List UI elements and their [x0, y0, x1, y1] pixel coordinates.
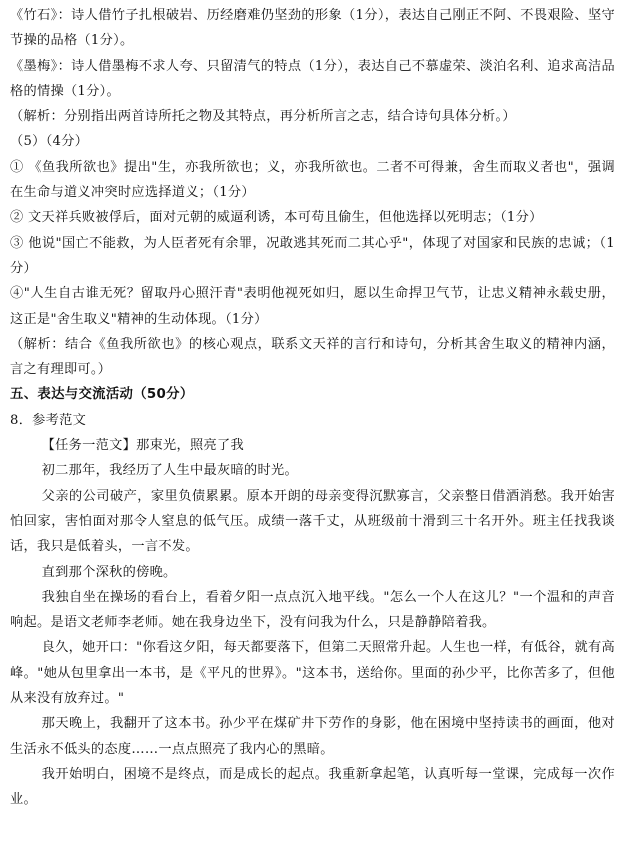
essay-paragraph-1: 初二那年，我经历了人生中最灰暗的时光。	[41, 463, 298, 479]
question-5-header: （5）（4分）	[10, 134, 89, 150]
section-heading: 五、表达与交流活动（50分）	[10, 387, 194, 403]
essay-paragraph-5: 良久，她开口："你看这夕阳，每天都要落下，但第二天照常升起。人生也一样，有低谷，就有高峰。"她从包里拿出一本书，是《平凡的世界》。"这本书，送给你。里面的孙少平，比你苦多了，但他从来没有放弃过。"	[10, 640, 615, 707]
answer-point-3: ③ 他说"国亡不能救，为人臣者死有余罪，况敢逃其死而二其心乎"，体现了对国家和民族的忠诚；（1分）	[10, 235, 615, 276]
essay-paragraph-4: 我独自坐在操场的看台上，看着夕阳一点点沉入地平线。"怎么一个人在这儿？"一个温和的声音响起。是语文老师李老师。她在我身边坐下，没有问我为什么，只是静静陪着我。	[10, 589, 615, 631]
essay-paragraph-2: 父亲的公司破产，家里负债累累。原本开朗的母亲变得沉默寡言，父亲整日借酒消愁。我开始害怕回家，害怕面对那令人窒息的低气压。成绩一落千丈，从班级前十滑到三十名开外。班主任找我谈话，我只是低着头，一言不发。	[10, 488, 615, 555]
answer-point-1: ① 《鱼我所欲也》提出"生，亦我所欲也；义，亦我所欲也。二者不可得兼，舍生而取义者也"，强调在生命与道义冲突时应选择道义；（1分）	[10, 159, 615, 201]
essay-title: 【任务一范文】那束光，照亮了我	[41, 438, 244, 454]
analysis-note-5: （解析：结合《鱼我所欲也》的核心观点，联系文天祥的言行和诗句，分析其舍生取义的精神内涵，言之有理即可。）	[10, 336, 615, 378]
question-8-header: 8．参考范文	[10, 412, 87, 428]
answer-point-4: ④"人生自古谁无死？留取丹心照汗青"表明他视死如归，愿以生命捍卫气节，让忠义精神永载史册，这正是"舍生取义"精神的生动体现。（1分）	[10, 286, 615, 327]
essay-paragraph-7: 我开始明白，困境不是终点，而是成长的起点。我重新拿起笔，认真听每一堂课，完成每一次作业。	[10, 766, 615, 808]
analysis-note-4: （解析：分别指出两首诗所托之物及其特点，再分析所言之志，结合诗句具体分析。）	[10, 109, 516, 125]
essay-paragraph-3: 直到那个深秋的傍晚。	[41, 564, 177, 580]
answer-point-2: ② 文天祥兵败被俘后，面对元朝的威逼利诱，本可苟且偷生，但他选择以死明志；（1分）	[10, 210, 543, 226]
answer-momei: 《墨梅》：诗人借墨梅不求人夸、只留清气的特点（1分），表达自己不慕虚荣、淡泊名利、追求高洁品格的情操（1分）。	[10, 58, 615, 99]
answer-zhushi: 《竹石》：诗人借竹子扎根破岩、历经磨难仍坚劲的形象（1分），表达自己刚正不阿、不畏艰险、坚守节操的品格（1分）。	[10, 8, 615, 49]
essay-paragraph-6: 那天晚上，我翻开了这本书。孙少平在煤矿井下劳作的身影，他在困境中坚持读书的画面，他对生活永不低头的态度……一点点照亮了我内心的黑暗。	[10, 716, 615, 757]
